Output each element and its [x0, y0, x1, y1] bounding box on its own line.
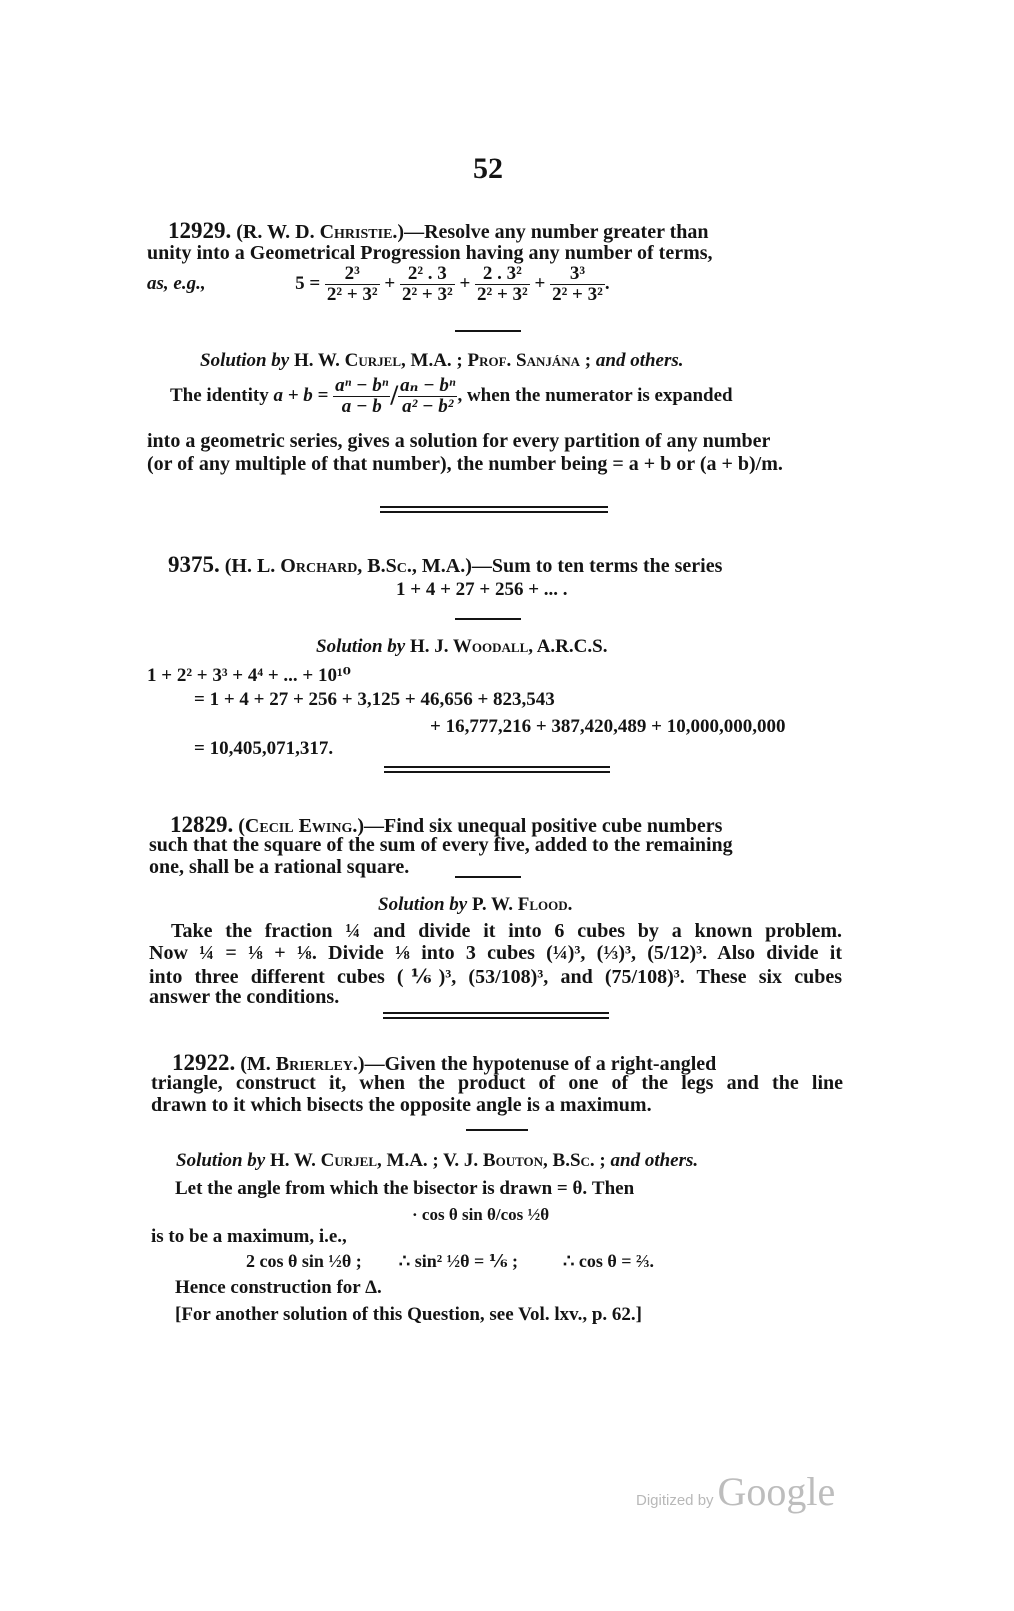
- fraction-term-3: $\frac{\text{2 . 3²}}{\text{2² + 3²}}$: [477, 263, 528, 305]
- short-rule: [466, 1129, 528, 1131]
- expression: · cos θ sin θ/cos ½θ: [412, 1205, 550, 1224]
- solution-byline: Solution by H. W. Curjel, M.A. ; Prof. Sanjána ; and others.: [200, 350, 684, 371]
- sum-line-1: 1 + 2² + 3³ + 4⁴ + ... + 10¹⁰: [147, 665, 351, 686]
- fraction-identity-2: $\frac{\text{aₙ − bⁿ}}{\text{a² − b²}}$: [400, 375, 456, 417]
- solver-names: H. W. Curjel, M.A. ; Prof. Sanjána ;: [293, 350, 592, 371]
- question-text-line: triangle, construct it, when the product of one of the legs and the line: [151, 1072, 843, 1094]
- question-author: (Cecil Ewing.): [238, 815, 365, 837]
- sum-line-2: = 1 + 4 + 27 + 256 + 3,125 + 46,656 + 823,543: [194, 689, 555, 710]
- question-12922: 12922. (M. Brierley.)—Given the hypotenuse of a right-angled: [172, 1050, 717, 1075]
- solution-byline: Solution by H. J. Woodall, A.R.C.S.: [316, 636, 608, 657]
- solution-text-line: Hence construction for Δ.: [175, 1277, 382, 1298]
- short-rule: [455, 876, 521, 878]
- identity-equation: The identity a + b = $\frac{\text{aⁿ − bⁿ}}{a - b}$ / $\frac{\text{aₙ − bⁿ}}{\text{a² − b²}}$ , when the numerator is expanded: [170, 375, 733, 417]
- fraction-identity-1: $\frac{\text{aⁿ − bⁿ}}{a - b}$: [335, 375, 389, 417]
- google-logo: Google: [717, 1469, 836, 1514]
- solution-byline: Solution by H. W. Curjel, M.A. ; V. J. Bouton, B.Sc. ; and others.: [176, 1150, 699, 1171]
- fraction-term-4: $\frac{\text{3³}}{\text{2² + 3²}}$: [552, 263, 603, 305]
- equation-lhs: 5 =: [295, 272, 321, 294]
- question-12829: 12829. (Cecil Ewing.)—Find six unequal positive cube numbers: [170, 812, 723, 837]
- solution-text-line: (or of any multiple of that number), the number being = a + b or (a + b)/m.: [147, 453, 783, 475]
- solution-text-line: Let the angle from which the bisector is drawn = θ. Then: [175, 1178, 635, 1199]
- section-divider: [380, 506, 608, 513]
- solution-text-line: into three different cubes (⅙)³, (53/108)³, and (75/108)³. These six cubes: [149, 966, 842, 988]
- solution-text-line: into a geometric series, gives a solution for every partition of any number: [147, 430, 771, 452]
- series-expression: 1 + 4 + 27 + 256 + ... .: [396, 579, 568, 600]
- question-author: (R. W. D. Christie.): [236, 221, 405, 243]
- sum-line-3: + 16,777,216 + 387,420,489 + 10,000,000,000: [430, 716, 786, 737]
- question-author: (H. L. Orchard, B.Sc., M.A.): [224, 555, 472, 577]
- question-text: —Resolve any number greater than: [404, 221, 709, 243]
- question-9375: 9375. (H. L. Orchard, B.Sc., M.A.)—Sum to ten terms the series: [168, 552, 723, 577]
- question-number: 12829.: [170, 812, 234, 837]
- sum-result: = 10,405,071,317.: [194, 738, 334, 759]
- question-text-line: one, shall be a rational square.: [149, 856, 410, 878]
- solver-names: H. J. Woodall, A.R.C.S.: [409, 636, 608, 657]
- question-text-line: unity into a Geometrical Progression having any number of terms,: [147, 242, 713, 264]
- solution-byline: Solution by P. W. Flood.: [378, 894, 573, 915]
- solution-text-line: Now ¼ = ⅛ + ⅛. Divide ⅛ into 3 cubes (¼)³, (⅓)³, (5/12)³. Also divide it: [149, 942, 842, 964]
- solution-text-line: is to be a maximum, i.e.,: [151, 1226, 347, 1247]
- cross-reference: [For another solution of this Question, see Vol. lxv., p. 62.]: [175, 1304, 642, 1325]
- question-author: (M. Brierley.): [240, 1053, 365, 1075]
- digitized-by-watermark: Digitized by Google: [636, 1469, 836, 1514]
- page-number: 52: [473, 152, 503, 185]
- solver-names: P. W. Flood.: [471, 894, 573, 915]
- short-rule: [455, 618, 521, 620]
- question-text-line: drawn to it which bisects the opposite angle is a maximum.: [151, 1094, 652, 1116]
- question-text-line: such that the square of the sum of every five, added to the remaining: [149, 834, 733, 856]
- question-number: 12922.: [172, 1050, 236, 1075]
- question-12929: [168, 218, 709, 244]
- solution-text-line: answer the conditions.: [149, 986, 340, 1008]
- equation-gp: as, e.g., 5 = $\frac{\text{2³}}{\text{2² + 3²}}$ + $\frac{\text{2² . 3}}{\text{2² + 3²}}$ + $\frac{\text{2 . 3²}}{\text{2² + 3²}}$ + $\frac{\text{3³}}{\text{2² + 3²}}$ .: [147, 263, 610, 305]
- solver-names: H. W. Curjel, M.A. ; V. J. Bouton, B.Sc. ;: [269, 1150, 606, 1171]
- equation-row: 2 cos θ sin ½θ ; ∴ sin² ½θ = ⅙ ; ∴ cos θ = ⅔.: [246, 1251, 655, 1271]
- solution-text-line: Take the fraction ¼ and divide it into 6 cubes by a known problem.: [171, 920, 842, 942]
- fraction-term-1: $\frac{\text{2³}}{\text{2² + 3²}}$: [326, 263, 378, 305]
- fraction-term-2: $\frac{\text{2² . 3}}{\text{2² + 3²}}$: [401, 263, 453, 305]
- short-rule: [455, 330, 521, 332]
- question-number: 12929.: [168, 218, 232, 243]
- section-divider: [383, 1012, 609, 1019]
- question-number: 9375.: [168, 552, 220, 577]
- eg-label: as, e.g.,: [147, 272, 206, 294]
- section-divider: [384, 766, 610, 773]
